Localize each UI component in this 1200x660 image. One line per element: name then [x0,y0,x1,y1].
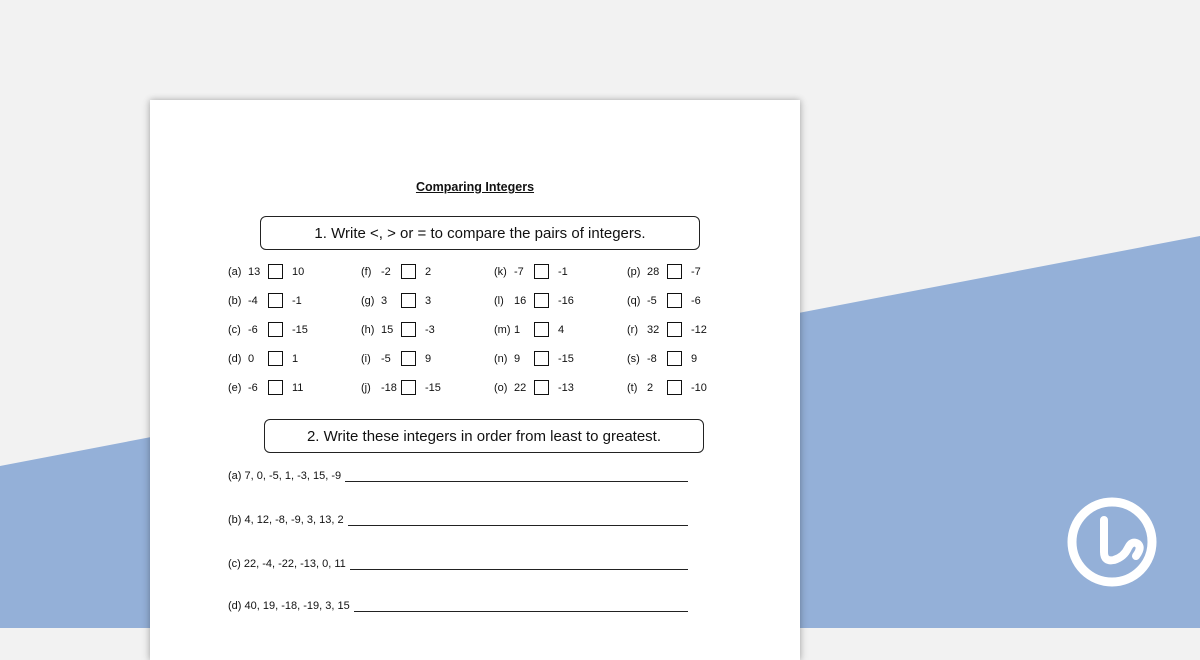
ordering-item [228,558,698,574]
worksheet-title: Comparing Integers [415,180,535,194]
compare-value-left: -7 [514,266,524,278]
compare-item-label: (r) [627,324,638,336]
compare-value-right: -16 [558,295,574,307]
compare-value-left: -8 [647,353,657,365]
answer-box[interactable] [534,351,549,366]
answer-box[interactable] [534,293,549,308]
compare-value-left: 9 [514,353,521,365]
compare-item-label: (q) [627,295,641,307]
answer-box[interactable] [401,264,416,279]
compare-value-right: 4 [558,324,565,336]
ordering-item [228,514,698,530]
answer-box[interactable] [268,293,283,308]
compare-value-left: 0 [248,353,255,365]
answer-line[interactable] [354,611,688,612]
compare-value-left: -18 [381,382,397,394]
answer-box[interactable] [401,293,416,308]
compare-value-right: 3 [425,295,432,307]
compare-item-label: (l) [494,295,504,307]
compare-value-right: -15 [425,382,441,394]
compare-value-right: -13 [558,382,574,394]
answer-box[interactable] [667,380,682,395]
answer-box[interactable] [534,264,549,279]
answer-box[interactable] [401,351,416,366]
answer-line[interactable] [345,481,688,482]
compare-item-label: (d) [228,353,242,365]
compare-value-left: -6 [248,382,258,394]
compare-value-left: 13 [248,266,261,278]
compare-value-left: 16 [514,295,527,307]
compare-value-right: 9 [691,353,698,365]
ordering-item-text: (a) 7, 0, -5, 1, -3, 15, -9 [228,470,342,482]
compare-item-label: (j) [361,382,371,394]
answer-box[interactable] [534,380,549,395]
compare-value-left: 28 [647,266,660,278]
compare-item-label: (s) [627,353,640,365]
compare-item-label: (a) [228,266,242,278]
compare-item-label: (g) [361,295,375,307]
compare-item-label: (t) [627,382,638,394]
compare-value-right: 1 [292,353,299,365]
compare-value-right: -10 [691,382,707,394]
compare-value-right: -1 [558,266,568,278]
compare-value-right: -15 [292,324,308,336]
compare-value-left: 2 [647,382,654,394]
teach-starter-logo-icon [1066,496,1158,588]
compare-item-label: (e) [228,382,242,394]
compare-value-right: 9 [425,353,432,365]
compare-item-label: (p) [627,266,641,278]
answer-box[interactable] [667,264,682,279]
answer-box[interactable] [401,322,416,337]
compare-item-label: (n) [494,353,508,365]
ordering-item [228,470,698,486]
compare-value-left: -5 [381,353,391,365]
compare-value-right: -3 [425,324,435,336]
compare-integers-grid [228,264,768,414]
compare-value-left: 22 [514,382,527,394]
compare-value-left: -5 [647,295,657,307]
answer-box[interactable] [268,380,283,395]
compare-value-left: -6 [248,324,258,336]
compare-item-label: (k) [494,266,507,278]
answer-box[interactable] [268,351,283,366]
answer-box[interactable] [667,293,682,308]
worksheet-page [150,100,800,660]
compare-item-label: (f) [361,266,372,278]
compare-item-label: (c) [228,324,241,336]
compare-value-right: 10 [292,266,305,278]
compare-value-right: 2 [425,266,432,278]
compare-value-left: 32 [647,324,660,336]
ordering-item-text: (b) 4, 12, -8, -9, 3, 13, 2 [228,514,344,526]
compare-value-right: -6 [691,295,701,307]
compare-value-left: 3 [381,295,388,307]
ordering-item [228,600,698,616]
ordering-item-text: (d) 40, 19, -18, -19, 3, 15 [228,600,350,612]
compare-item-label: (h) [361,324,375,336]
answer-box[interactable] [667,351,682,366]
compare-item-label: (m) [494,324,511,336]
compare-value-left: -4 [248,295,258,307]
compare-value-right: -1 [292,295,302,307]
section1-instruction-box: 1. Write <, > or = to compare the pairs of integers. [260,216,700,250]
compare-value-right: -12 [691,324,707,336]
answer-box[interactable] [667,322,682,337]
ordering-item-text: (c) 22, -4, -22, -13, 0, 11 [228,558,346,570]
answer-box[interactable] [401,380,416,395]
answer-box[interactable] [534,322,549,337]
compare-value-right: -15 [558,353,574,365]
answer-line[interactable] [350,569,688,570]
answer-box[interactable] [268,264,283,279]
compare-value-left: 15 [381,324,394,336]
compare-value-right: -7 [691,266,701,278]
compare-value-left: -2 [381,266,391,278]
compare-value-left: 1 [514,324,521,336]
compare-item-label: (b) [228,295,242,307]
section2-instruction-box: 2. Write these integers in order from least to greatest. [264,419,704,453]
compare-item-label: (i) [361,353,371,365]
compare-value-right: 11 [292,382,304,394]
compare-item-label: (o) [494,382,508,394]
answer-box[interactable] [268,322,283,337]
answer-line[interactable] [348,525,688,526]
